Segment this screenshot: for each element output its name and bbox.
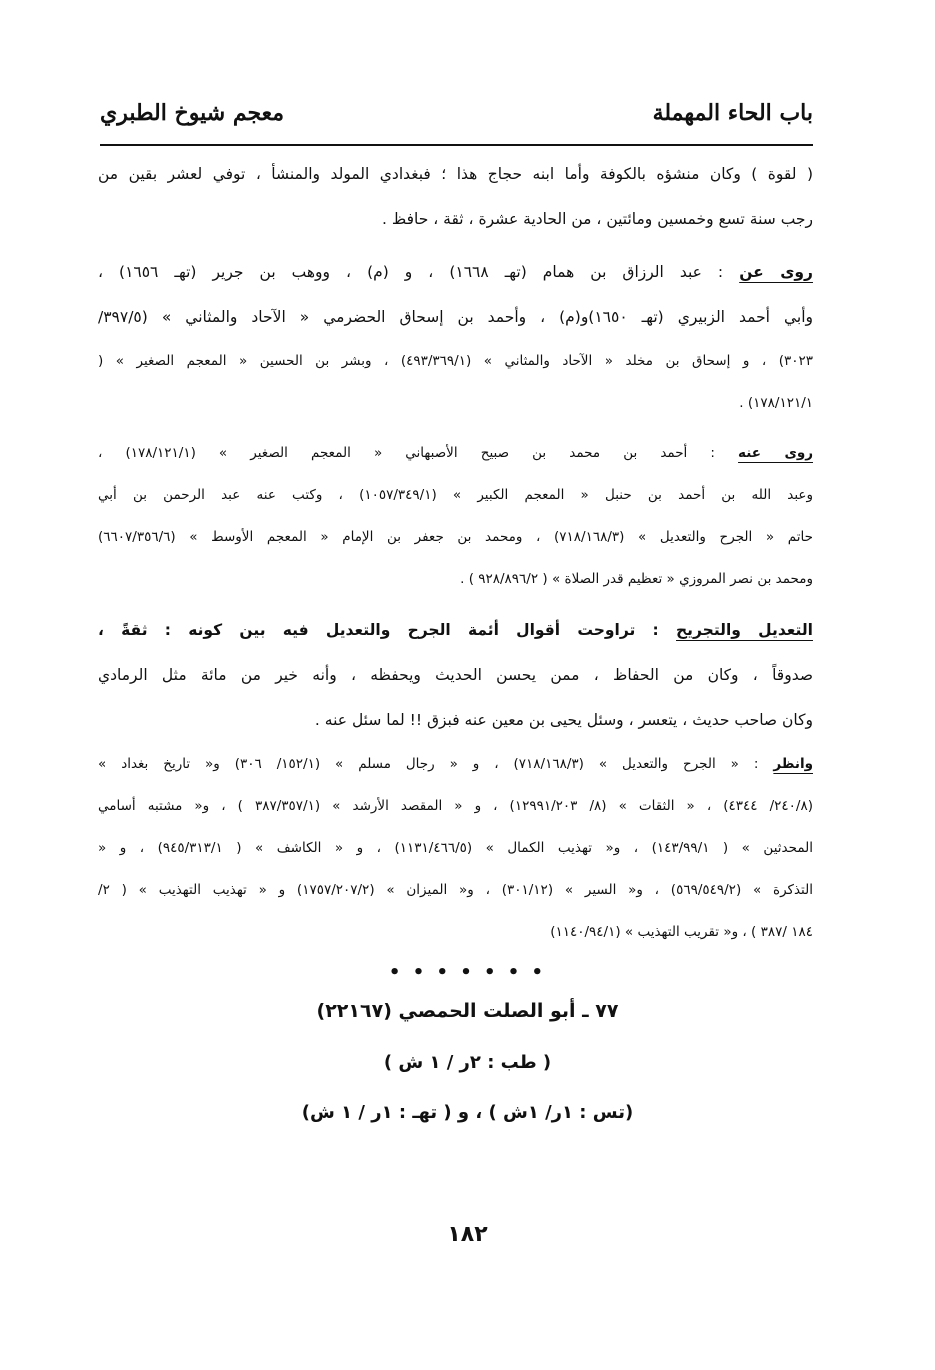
- text-line: : عبد الرزاق بن همام (تهـ ١٦٦٨) ، و (م) ، ووهب بن جرير (تهـ ١٦٥٦) ،: [98, 263, 724, 281]
- assessment-label: التعديل والتجريح: [676, 621, 813, 639]
- next-entry-code: ( طب : ٢ر / ١ ش ): [383, 1052, 552, 1073]
- text-line: ومحمد بن نصر المروزي « تعظيم قدر الصلاة » ( ٩٢٨/٨٩٦/٢ ) .: [460, 571, 813, 587]
- text-line: صدوقاً ، وكان من الحفاظ ، ممن يحسن الحديث ويحفظه ، وأنه خير من مائة مثل الرمادي: [98, 666, 813, 684]
- text-line: رجب سنة تسع وخمسين ومائتين ، من الحادية عشرة ، ثقة ، حافظ .: [382, 210, 813, 228]
- text-line: حاتم « الجرح والتعديل » (٧١٨/١٦٨/٣) ، ومحمد بن جعفر بن الإمام « المعجم الأوسط » (٦٦٠٧/٣٥٦/٦): [98, 529, 813, 545]
- see-also-label: وانظر: [773, 756, 813, 772]
- next-entry-refs: (تس : ١ر/ ١ش ) ، و ( تهـ : ١ر / ١ ش): [301, 1102, 634, 1123]
- entry-body: [98, 152, 813, 953]
- text-line: : « الجرح والتعديل » (٧١٨/١٦٨/٣) ، و « رجال مسلم » (١٥٢/١/ ٣٠٦) و« تاريخ بغداد »: [98, 756, 759, 772]
- text-line: : تراوحت أقوال أئمة الجرح والتعديل فيه بين كونه : ثقةً ،: [98, 621, 659, 639]
- section-separator: • • • • • • •: [388, 962, 547, 983]
- narrated-by-section: [98, 432, 813, 600]
- assessment-section: [98, 608, 813, 743]
- text-line: : أحمد بن محمد بن صبيح الأصبهاني « المعجم الصغير » (١٧٨/١٢١/١) ،: [98, 445, 715, 461]
- text-line: ( لقوة ) وكان منشؤه بالكوفة وأما ابنه حجاج هذا ؛ فبغدادي المولد والمنشأ ، توفي لعشر بقين من: [98, 165, 813, 183]
- text-line: المحدثين » ( ١٤٣/٩٩/١) ، و« تهذيب الكمال » (١١٣١/٤٦٦/٥) ، و « الكاشف » ( ٩٤٥/٣١٣/١) ، و «: [98, 840, 813, 856]
- narrated-from-section: [98, 250, 813, 424]
- text-line: (٢٤٠/٨/ ٤٣٤٤) ، « الثقات » (٨/ ١٢٩٩١/٢٠٣) ، و « المقصد الأرشد » (٣٨٧/٣٥٧/١ ) ، و« مشتبه أسامي: [98, 798, 813, 814]
- text-line: التذكرة » (٥٦٩/٥٤٩/٢) ، و« السير » (٣٠١/١٢) ، و« الميزان » (١٧٥٧/٢٠٧/٢) و « تهذيب التهذيب » ( ٢/: [98, 882, 813, 898]
- text-line: ١٨٤ /٣٨٧ ) ، و« تقريب التهذيب » (١١٤٠/٩٤/١): [550, 924, 813, 940]
- text-line: ٣٠٢٣) ، و إسحاق بن مخلد « الآحاد والمثاني » (٤٩٣/٣٦٩/١) ، وبشر بن الحسين « المعجم الصغير » (: [98, 353, 813, 369]
- chapter-title: باب الحاء المهملة: [652, 100, 813, 126]
- page-number: ١٨٢: [447, 1222, 488, 1247]
- text-line: وأبي أحمد الزبيري (تهـ ١٦٥٠)و(م) ، وأحمد بن إسحاق الحضرمي « الآحاد والمثاني » (٣٩٧/٥/: [98, 308, 813, 326]
- running-header: [100, 98, 813, 146]
- narrated-from-label: روى عن: [739, 263, 813, 281]
- intro-paragraph: [98, 152, 813, 242]
- next-entry-title: ٧٧ ـ أبو الصلت الحمصي (٢٢١٦٧): [316, 1000, 619, 1022]
- book-title: معجم شيوخ الطبري: [100, 100, 285, 126]
- see-also-section: [98, 743, 813, 953]
- text-line: ١٧٨/١٢١/١) .: [739, 395, 813, 411]
- text-line: وكان صاحب حديث ، يتعسر ، وسئل يحيى بن معين عنه فبزق !! لما سئل عنه .: [314, 711, 813, 729]
- narrated-by-label: روى عنه: [738, 445, 813, 461]
- text-line: وعبد الله بن أحمد بن حنبل « المعجم الكبير » (١٠٥٧/٣٤٩/١) ، وكتب عنه عبد الرحمن بن أبي: [98, 487, 813, 503]
